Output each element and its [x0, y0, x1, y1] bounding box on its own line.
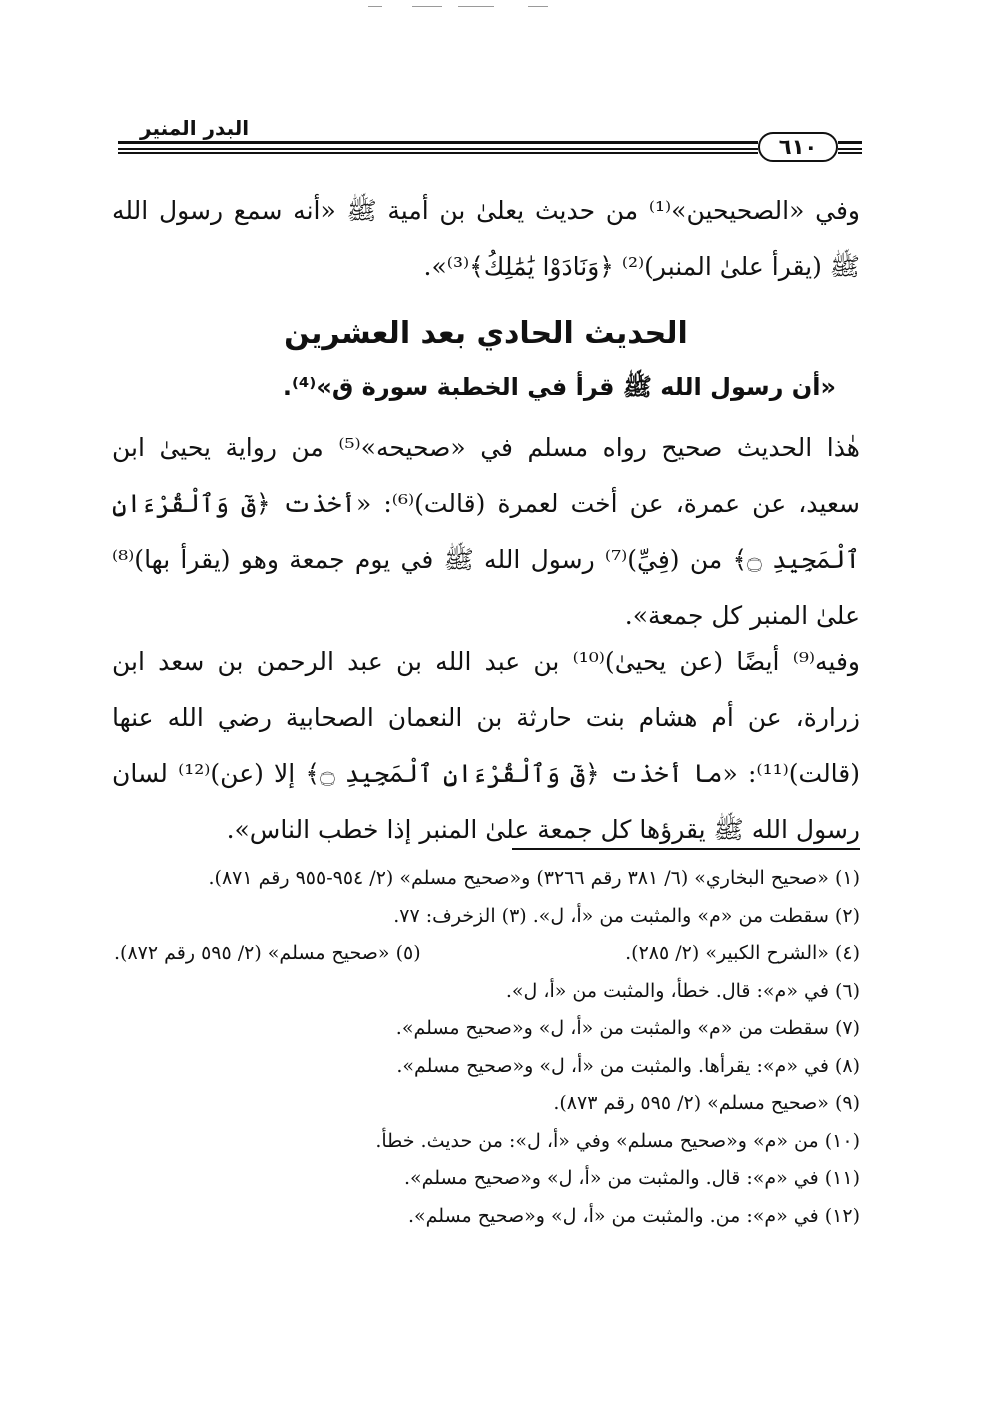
- body-paragraph-1: [112, 183, 860, 295]
- footnote: (٩) «صحيح مسلم» (٢/ ٥٩٥ رقم ٨٧٣).: [553, 1092, 860, 1114]
- footnotes: [112, 860, 860, 1235]
- footnote: (٢) سقطت من «م» والمثبت من «أ، ل». (٣) الزخرف: ٧٧.: [393, 904, 860, 927]
- footnote: (١٢) في «م»: من. والمثبت من «أ، ل» و«صحيح مسلم».: [407, 1204, 860, 1227]
- hadith-text: «أن رسول الله ﷺ قرأ في الخطبة سورة ق»⁽⁴⁾.: [282, 373, 836, 401]
- paragraph-text: وفي «الصحيحين»⁽¹⁾ من حديث يعلىٰ بن أمية ﷺ «أنه سمع رسول الله ﷺ (يقرأ علىٰ المنبر)⁽²⁾ ﴿وَنَادَوْا يَٰمَٰلِكُ﴾⁽³⁾».: [112, 196, 860, 281]
- hadith-heading: الحديث الحادي بعد العشرين: [284, 316, 688, 351]
- header-rule: [838, 152, 862, 154]
- body-paragraph-3: [112, 634, 860, 858]
- body-paragraph-2: [112, 420, 860, 644]
- footnote-row: [112, 935, 860, 973]
- paragraph-text: هٰذا الحديث صحيح رواه مسلم في «صحيحه»⁽⁵⁾ من رواية يحيىٰ ابن سعيد، عن عمرة، عن أخت لعمرة (قالت)⁽⁶⁾: «أخذت ﴿قٓ وَٱلْقُرْءَانِ ٱلْمَجِيدِ ۝﴾ من (فِيِّ)⁽⁷⁾ رسول الله ﷺ في يوم جمعة وهو (يقرأ بها)⁽⁸⁾ علىٰ المنبر كل جمعة».: [112, 433, 860, 630]
- footnote: (٥) «صحيح مسلم» (٢/ ٥٩٥ رقم ٨٧٢).: [114, 942, 421, 964]
- footnote-separator: [512, 848, 860, 850]
- footnote: (١) «صحيح البخاري» (٦/ ٣٨١ رقم ٣٢٦٦) و«صحيح مسلم» (٢/ ٩٥٤-٩٥٥ رقم ٨٧١).: [208, 867, 860, 889]
- footnote: (٦) في «م»: قال. خطأ، والمثبت من «أ، ل».: [505, 979, 860, 1002]
- header-rule: [838, 141, 862, 144]
- header-rule: [118, 152, 758, 154]
- header-rule: [838, 148, 862, 150]
- scan-marks: [360, 6, 560, 10]
- paragraph-text: وفيه⁽⁹⁾ أيضًا (عن يحيىٰ)⁽¹⁰⁾ بن عبد الله بن عبد الرحمن بن سعد ابن زرارة، عن أم هشام بنت حارثة بن النعمان الصحابية رضي الله عنها (قالت)⁽¹¹⁾: «ما أخذت ﴿قٓ وَٱلْقُرْءَانِ ٱلْمَجِيدِ ۝﴾ إلا (عن)⁽¹²⁾ لسان رسول الله ﷺ يقرؤها كل جمعة علىٰ المنبر إذا خطب الناس».: [112, 647, 861, 844]
- footnote: (١١) في «م»: قال. والمثبت من «أ، ل» و«صحيح مسلم».: [403, 1167, 860, 1189]
- footnote: (١٠) من «م» و«صحيح مسلم» وفي «أ، ل»: من حديث. خطأ.: [375, 1129, 860, 1152]
- header-rule: [118, 141, 758, 144]
- header-rule: [118, 148, 758, 150]
- running-header-title: البدر المنير: [140, 116, 250, 140]
- footnote: (٧) سقطت من «م» والمثبت من «أ، ل» و«صحيح مسلم».: [395, 1017, 860, 1039]
- footnote: (٨) في «م»: يقرأها. والمثبت من «أ، ل» و«صحيح مسلم».: [396, 1054, 860, 1077]
- footnote: (٤) «الشرح الكبير» (٢/ ٢٨٥).: [625, 942, 860, 964]
- page-number: ٦١٠: [758, 132, 838, 162]
